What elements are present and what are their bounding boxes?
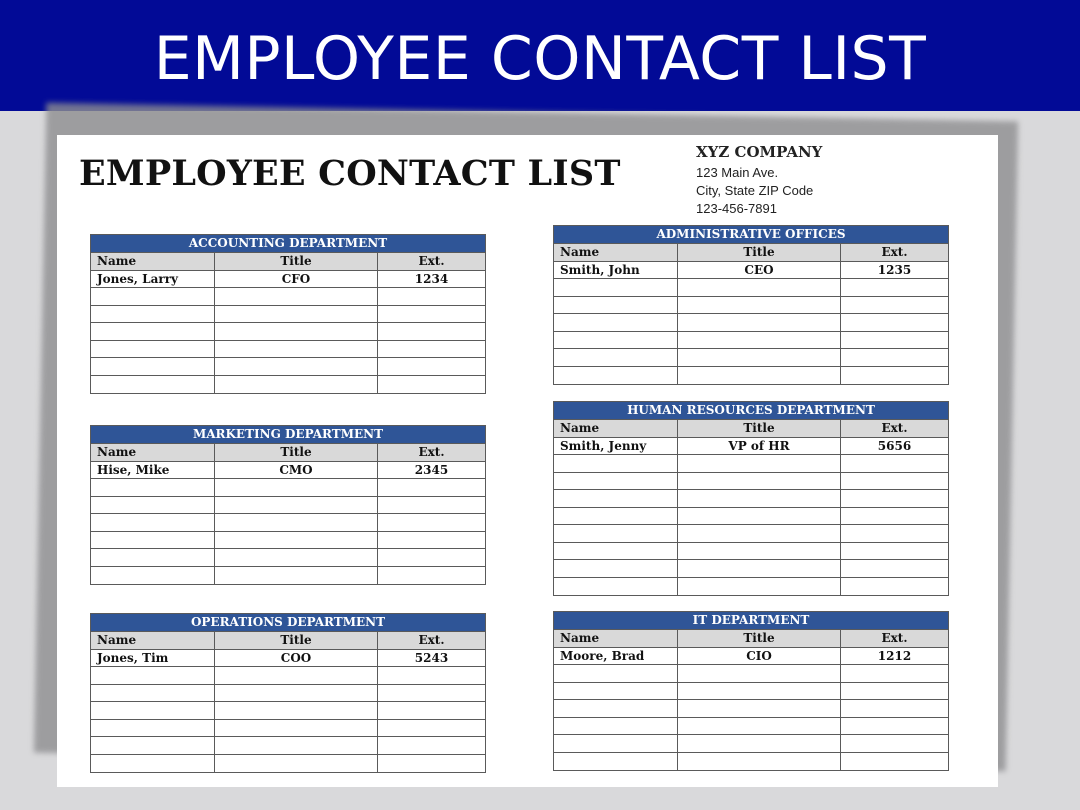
employee-name-cell[interactable]: Jones, Tim bbox=[91, 650, 215, 667]
employee-name-cell[interactable]: Moore, Brad bbox=[554, 648, 678, 665]
employee-ext-cell[interactable]: 1235 bbox=[877, 262, 912, 277]
empty-cell[interactable] bbox=[554, 578, 678, 596]
empty-cell[interactable] bbox=[215, 567, 378, 585]
empty-cell[interactable] bbox=[215, 376, 378, 394]
empty-cell[interactable] bbox=[554, 683, 678, 700]
empty-cell[interactable] bbox=[841, 718, 948, 735]
empty-row[interactable] bbox=[554, 753, 948, 771]
dept-table-marketing-department bbox=[90, 425, 486, 585]
empty-cell[interactable] bbox=[841, 349, 948, 366]
dept-header: IT DEPARTMENT bbox=[554, 612, 948, 630]
empty-cell[interactable] bbox=[554, 560, 678, 577]
employee-ext-cell[interactable]: 1212 bbox=[877, 648, 912, 663]
top-banner bbox=[0, 0, 1080, 111]
employee-name-cell[interactable]: Smith, John bbox=[554, 262, 678, 279]
empty-cell[interactable] bbox=[678, 543, 841, 560]
empty-cell[interactable] bbox=[841, 455, 948, 472]
empty-cell[interactable] bbox=[678, 297, 841, 314]
empty-cell[interactable] bbox=[554, 508, 678, 525]
empty-cell[interactable] bbox=[215, 514, 378, 531]
empty-cell[interactable] bbox=[678, 473, 841, 490]
empty-cell[interactable] bbox=[91, 306, 215, 323]
empty-cell[interactable] bbox=[841, 279, 948, 296]
empty-cell[interactable] bbox=[678, 525, 841, 542]
column-name: Name bbox=[554, 630, 678, 647]
employee-ext-cell[interactable]: 5243 bbox=[414, 650, 449, 665]
empty-cell[interactable] bbox=[678, 455, 841, 472]
dept-header: MARKETING DEPARTMENT bbox=[91, 426, 485, 444]
dept-header: ADMINISTRATIVE OFFICES bbox=[554, 226, 948, 244]
empty-cell[interactable] bbox=[91, 567, 215, 585]
empty-cell[interactable] bbox=[554, 349, 678, 366]
empty-cell[interactable] bbox=[215, 288, 378, 305]
empty-row[interactable] bbox=[554, 297, 948, 315]
empty-cell[interactable] bbox=[215, 667, 378, 684]
empty-cell[interactable] bbox=[91, 720, 215, 737]
empty-cell[interactable] bbox=[215, 479, 378, 496]
empty-cell[interactable] bbox=[378, 341, 485, 358]
column-ext: Ext. bbox=[418, 254, 445, 268]
empty-cell[interactable] bbox=[378, 497, 485, 514]
empty-cell[interactable] bbox=[554, 367, 678, 385]
empty-cell[interactable] bbox=[378, 479, 485, 496]
empty-row[interactable] bbox=[554, 367, 948, 385]
column-title: Title bbox=[678, 244, 841, 261]
empty-cell[interactable] bbox=[91, 358, 215, 375]
empty-cell[interactable] bbox=[91, 323, 215, 340]
empty-row[interactable] bbox=[91, 341, 485, 359]
empty-cell[interactable] bbox=[378, 667, 485, 684]
empty-cell[interactable] bbox=[215, 497, 378, 514]
empty-cell[interactable] bbox=[678, 279, 841, 296]
dept-table-human-resources-department bbox=[553, 401, 949, 596]
empty-cell[interactable] bbox=[678, 753, 841, 771]
empty-cell[interactable] bbox=[678, 735, 841, 752]
empty-row[interactable] bbox=[91, 514, 485, 532]
empty-cell[interactable] bbox=[678, 578, 841, 596]
empty-cell[interactable] bbox=[378, 306, 485, 323]
column-header-row bbox=[91, 253, 485, 271]
dept-header: ACCOUNTING DEPARTMENT bbox=[91, 235, 485, 253]
empty-cell[interactable] bbox=[678, 349, 841, 366]
empty-cell[interactable] bbox=[378, 288, 485, 305]
empty-cell[interactable] bbox=[378, 514, 485, 531]
empty-cell[interactable] bbox=[378, 702, 485, 719]
company-phone: 123-456-7891 bbox=[696, 201, 777, 216]
empty-cell[interactable] bbox=[678, 490, 841, 507]
empty-row[interactable] bbox=[91, 667, 485, 685]
document-title: EMPLOYEE CONTACT LIST bbox=[79, 153, 621, 194]
empty-cell[interactable] bbox=[91, 479, 215, 496]
empty-cell[interactable] bbox=[678, 560, 841, 577]
empty-row[interactable] bbox=[554, 455, 948, 473]
table-row[interactable] bbox=[91, 271, 485, 289]
empty-cell[interactable] bbox=[554, 543, 678, 560]
empty-cell[interactable] bbox=[378, 323, 485, 340]
document-page bbox=[57, 135, 998, 787]
empty-cell[interactable] bbox=[91, 549, 215, 566]
table-row[interactable] bbox=[554, 648, 948, 666]
dept-header: HUMAN RESOURCES DEPARTMENT bbox=[554, 402, 948, 420]
empty-cell[interactable] bbox=[215, 755, 378, 773]
empty-row[interactable] bbox=[91, 479, 485, 497]
empty-cell[interactable] bbox=[378, 737, 485, 754]
empty-cell[interactable] bbox=[378, 685, 485, 702]
table-row[interactable] bbox=[554, 438, 948, 456]
column-name: Name bbox=[91, 632, 215, 649]
empty-row[interactable] bbox=[554, 683, 948, 701]
dept-table-it-department bbox=[553, 611, 949, 771]
empty-cell[interactable] bbox=[91, 288, 215, 305]
empty-cell[interactable] bbox=[554, 279, 678, 296]
company-city: City, State ZIP Code bbox=[696, 183, 814, 198]
empty-cell[interactable] bbox=[215, 720, 378, 737]
empty-cell[interactable] bbox=[841, 560, 948, 577]
empty-cell[interactable] bbox=[91, 667, 215, 684]
empty-row[interactable] bbox=[91, 497, 485, 515]
empty-row[interactable] bbox=[554, 279, 948, 297]
empty-cell[interactable] bbox=[554, 718, 678, 735]
empty-row[interactable] bbox=[554, 332, 948, 350]
dept-table-administrative-offices bbox=[553, 225, 949, 385]
empty-cell[interactable] bbox=[678, 367, 841, 385]
column-ext: Ext. bbox=[881, 421, 908, 435]
column-title: Title bbox=[678, 420, 841, 437]
column-title: Title bbox=[215, 632, 378, 649]
dept-header: OPERATIONS DEPARTMENT bbox=[91, 614, 485, 632]
empty-cell[interactable] bbox=[215, 549, 378, 566]
empty-cell[interactable] bbox=[215, 358, 378, 375]
empty-row[interactable] bbox=[554, 508, 948, 526]
empty-row[interactable] bbox=[554, 543, 948, 561]
table-row[interactable] bbox=[554, 262, 948, 280]
table-row[interactable] bbox=[91, 462, 485, 480]
empty-cell[interactable] bbox=[841, 700, 948, 717]
empty-row[interactable] bbox=[91, 323, 485, 341]
column-header-row bbox=[554, 630, 948, 648]
empty-row[interactable] bbox=[91, 306, 485, 324]
empty-row[interactable] bbox=[554, 700, 948, 718]
empty-cell[interactable] bbox=[678, 314, 841, 331]
empty-cell[interactable] bbox=[841, 683, 948, 700]
empty-cell[interactable] bbox=[841, 753, 948, 771]
empty-row[interactable] bbox=[554, 718, 948, 736]
employee-name-cell[interactable]: Smith, Jenny bbox=[554, 438, 678, 455]
empty-row[interactable] bbox=[91, 358, 485, 376]
empty-cell[interactable] bbox=[91, 376, 215, 394]
empty-cell[interactable] bbox=[841, 508, 948, 525]
empty-row[interactable] bbox=[91, 755, 485, 773]
employee-title-cell[interactable]: VP of HR bbox=[678, 438, 841, 455]
empty-cell[interactable] bbox=[215, 685, 378, 702]
empty-row[interactable] bbox=[91, 549, 485, 567]
employee-title-cell[interactable]: COO bbox=[215, 650, 378, 667]
empty-cell[interactable] bbox=[678, 683, 841, 700]
empty-cell[interactable] bbox=[378, 720, 485, 737]
empty-row[interactable] bbox=[91, 737, 485, 755]
empty-row[interactable] bbox=[91, 720, 485, 738]
column-name: Name bbox=[554, 244, 678, 261]
company-info bbox=[696, 143, 822, 218]
employee-name-cell[interactable]: Jones, Larry bbox=[91, 271, 215, 288]
column-title: Title bbox=[215, 253, 378, 270]
empty-cell[interactable] bbox=[554, 490, 678, 507]
employee-ext-cell[interactable]: 2345 bbox=[414, 462, 449, 477]
employee-title-cell[interactable]: CEO bbox=[678, 262, 841, 279]
column-name: Name bbox=[554, 420, 678, 437]
empty-cell[interactable] bbox=[215, 737, 378, 754]
dept-table-operations-department bbox=[90, 613, 486, 773]
empty-cell[interactable] bbox=[841, 473, 948, 490]
empty-cell[interactable] bbox=[678, 508, 841, 525]
empty-cell[interactable] bbox=[215, 341, 378, 358]
empty-row[interactable] bbox=[91, 532, 485, 550]
empty-cell[interactable] bbox=[215, 323, 378, 340]
empty-cell[interactable] bbox=[841, 297, 948, 314]
column-ext: Ext. bbox=[418, 445, 445, 459]
table-row[interactable] bbox=[91, 650, 485, 668]
empty-cell[interactable] bbox=[91, 514, 215, 531]
employee-name-cell[interactable]: Hise, Mike bbox=[91, 462, 215, 479]
empty-cell[interactable] bbox=[378, 567, 485, 585]
empty-row[interactable] bbox=[91, 702, 485, 720]
empty-cell[interactable] bbox=[91, 702, 215, 719]
empty-cell[interactable] bbox=[841, 490, 948, 507]
empty-cell[interactable] bbox=[91, 497, 215, 514]
empty-cell[interactable] bbox=[554, 314, 678, 331]
empty-cell[interactable] bbox=[91, 341, 215, 358]
empty-row[interactable] bbox=[91, 376, 485, 394]
empty-cell[interactable] bbox=[554, 297, 678, 314]
empty-row[interactable] bbox=[554, 665, 948, 683]
employee-ext-cell[interactable]: 5656 bbox=[877, 438, 912, 453]
empty-cell[interactable] bbox=[91, 737, 215, 754]
employee-title-cell[interactable]: CFO bbox=[215, 271, 378, 288]
empty-row[interactable] bbox=[554, 560, 948, 578]
empty-cell[interactable] bbox=[841, 314, 948, 331]
column-header-row bbox=[91, 444, 485, 462]
empty-cell[interactable] bbox=[554, 700, 678, 717]
column-name: Name bbox=[91, 444, 215, 461]
empty-cell[interactable] bbox=[554, 665, 678, 682]
empty-cell[interactable] bbox=[841, 735, 948, 752]
empty-cell[interactable] bbox=[678, 700, 841, 717]
empty-cell[interactable] bbox=[841, 543, 948, 560]
empty-cell[interactable] bbox=[378, 376, 485, 394]
empty-row[interactable] bbox=[554, 314, 948, 332]
column-ext: Ext. bbox=[418, 633, 445, 647]
empty-cell[interactable] bbox=[215, 702, 378, 719]
employee-title-cell[interactable]: CIO bbox=[678, 648, 841, 665]
empty-row[interactable] bbox=[554, 490, 948, 508]
empty-cell[interactable] bbox=[841, 367, 948, 385]
employee-ext-cell[interactable]: 1234 bbox=[414, 271, 449, 286]
empty-cell[interactable] bbox=[841, 578, 948, 596]
empty-row[interactable] bbox=[554, 349, 948, 367]
column-title: Title bbox=[215, 444, 378, 461]
empty-row[interactable] bbox=[554, 525, 948, 543]
empty-cell[interactable] bbox=[554, 735, 678, 752]
empty-cell[interactable] bbox=[554, 455, 678, 472]
empty-row[interactable] bbox=[554, 473, 948, 491]
column-header-row bbox=[554, 244, 948, 262]
empty-cell[interactable] bbox=[841, 665, 948, 682]
dept-table-accounting-department bbox=[90, 234, 486, 394]
empty-cell[interactable] bbox=[554, 753, 678, 771]
empty-cell[interactable] bbox=[91, 685, 215, 702]
empty-row[interactable] bbox=[91, 567, 485, 585]
column-ext: Ext. bbox=[881, 245, 908, 259]
empty-cell[interactable] bbox=[378, 549, 485, 566]
empty-cell[interactable] bbox=[378, 532, 485, 549]
empty-row[interactable] bbox=[554, 578, 948, 596]
company-name: XYZ COMPANY bbox=[696, 143, 823, 161]
empty-row[interactable] bbox=[91, 685, 485, 703]
column-name: Name bbox=[91, 253, 215, 270]
empty-row[interactable] bbox=[91, 288, 485, 306]
company-address: 123 Main Ave. bbox=[696, 165, 779, 180]
banner-title: EMPLOYEE CONTACT LIST bbox=[153, 23, 927, 94]
empty-cell[interactable] bbox=[841, 332, 948, 349]
empty-cell[interactable] bbox=[378, 755, 485, 773]
column-ext: Ext. bbox=[881, 631, 908, 645]
empty-cell[interactable] bbox=[215, 306, 378, 323]
empty-cell[interactable] bbox=[91, 532, 215, 549]
empty-cell[interactable] bbox=[554, 525, 678, 542]
empty-cell[interactable] bbox=[378, 358, 485, 375]
column-header-row bbox=[91, 632, 485, 650]
empty-cell[interactable] bbox=[554, 332, 678, 349]
empty-cell[interactable] bbox=[678, 332, 841, 349]
empty-cell[interactable] bbox=[678, 665, 841, 682]
employee-title-cell[interactable]: CMO bbox=[215, 462, 378, 479]
empty-cell[interactable] bbox=[678, 718, 841, 735]
empty-cell[interactable] bbox=[91, 755, 215, 773]
empty-cell[interactable] bbox=[215, 532, 378, 549]
column-title: Title bbox=[678, 630, 841, 647]
empty-row[interactable] bbox=[554, 735, 948, 753]
column-header-row bbox=[554, 420, 948, 438]
empty-cell[interactable] bbox=[841, 525, 948, 542]
empty-cell[interactable] bbox=[554, 473, 678, 490]
